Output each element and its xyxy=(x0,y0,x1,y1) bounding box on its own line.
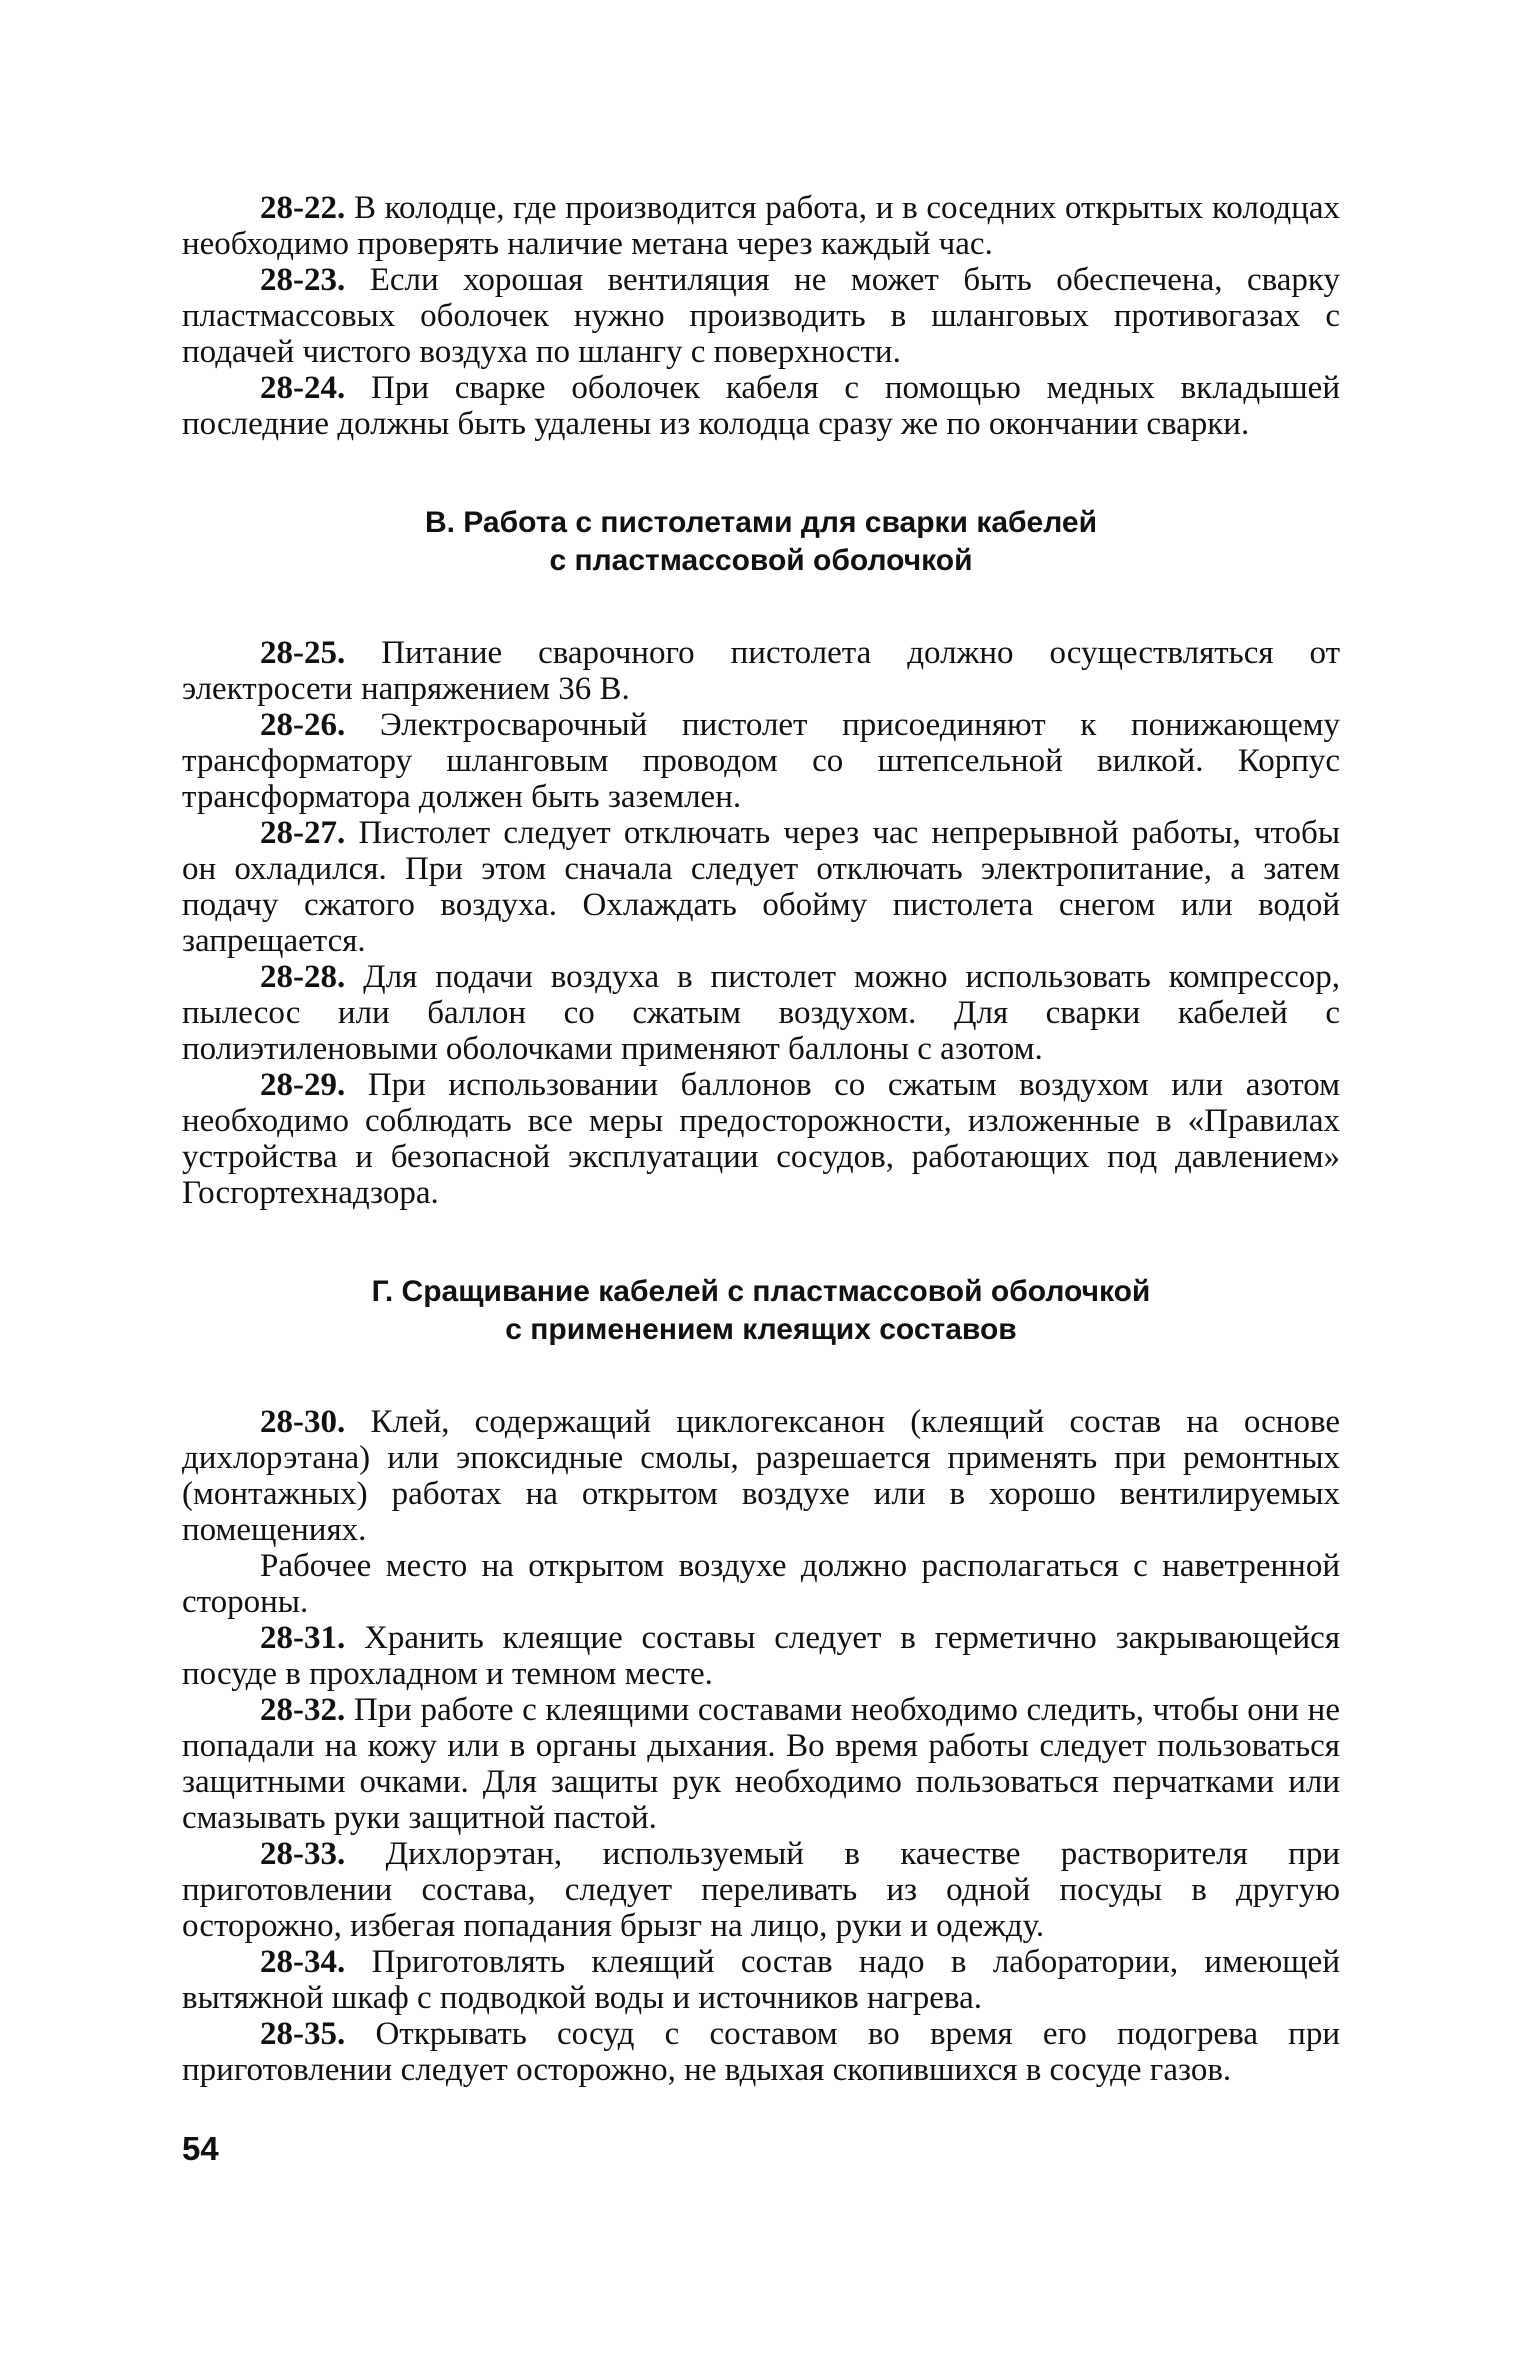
clause-text: Клей, содержащий циклогексанон (клеящий состав на основе дихлорэтана) или эпоксидные смолы, разрешается применять при ремонтных (монтажных) работах на открытом воздухе или в хорошо вентилируемых помещениях. xyxy=(182,1404,1340,1548)
section-g-heading-line1: Г. Сращивание кабелей с пластмассовой оболочкой xyxy=(371,1275,1151,1308)
clause-number: 28-32. xyxy=(260,1692,346,1728)
paragraph-28-35 xyxy=(182,2016,1340,2088)
clause-text: Приготовлять клеящий состав надо в лаборатории, имеющей вытяжной шкаф с подводкой воды и источников нагрева. xyxy=(182,1944,1340,2016)
paragraph-28-29 xyxy=(182,1067,1340,1211)
clause-number: 28-34. xyxy=(260,1944,346,1980)
clause-text: При сварке оболочек кабеля с помощью медных вкладышей последние должны быть удалены из колодца сразу же по окончании сварки. xyxy=(182,370,1340,442)
clause-number: 28-29. xyxy=(260,1067,346,1103)
paragraph-28-27 xyxy=(182,815,1340,959)
section-v-heading xyxy=(182,504,1340,580)
paragraph-28-22 xyxy=(182,190,1340,262)
clause-text: Электросварочный пистолет присоединяют к понижающему трансформатору шланговым проводом со штепсельной вилкой. Корпус трансформатора должен быть заземлен. xyxy=(182,707,1340,815)
clause-text: При работе с клеящими составами необходимо следить, чтобы они не попадали на кожу или в органы дыхания. Во время работы следует пользоваться защитными очками. Для защиты рук необходимо пользоваться перчатками или смазывать руки защитной пастой. xyxy=(182,1692,1340,1836)
clause-text: Питание сварочного пистолета должно осуществляться от электросети напряжением 36 В. xyxy=(182,635,1340,707)
clause-text: Хранить клеящие составы следует в герметично закрывающейся посуде в прохладном и темном месте. xyxy=(182,1620,1340,1692)
paragraph-28-28 xyxy=(182,959,1340,1067)
clause-number: 28-33. xyxy=(260,1836,346,1872)
clause-number: 28-26. xyxy=(260,707,346,743)
clause-text: Если хорошая вентиляция не может быть обеспечена, сварку пластмассовых оболочек нужно производить в шланговых противогазах с подачей чистого воздуха по шлангу с поверхности. xyxy=(182,262,1340,370)
paragraph-28-32 xyxy=(182,1692,1340,1836)
clause-text: Открывать сосуд с составом во время его подогрева при приготовлении следует осторожно, не вдыхая скопившихся в сосуде газов. xyxy=(182,2016,1340,2088)
clause-text: Дихлорэтан, используемый в качестве растворителя при приготовлении состава, следует переливать из одной посуды в другую осторожно, избегая попадания брызг на лицо, руки и одежду. xyxy=(182,1836,1340,1944)
section-g-heading-line2: с применением клеящих составов xyxy=(505,1313,1017,1346)
paragraph-28-23 xyxy=(182,262,1340,370)
clause-number: 28-35. xyxy=(260,2016,346,2052)
clause-text: В колодце, где производится работа, и в соседних открытых колодцах необходимо проверять наличие метана через каждый час. xyxy=(182,190,1340,262)
clause-number: 28-30. xyxy=(260,1404,346,1440)
clause-number: 28-31. xyxy=(260,1620,346,1656)
paragraph-28-25 xyxy=(182,635,1340,707)
paragraph-28-26 xyxy=(182,707,1340,815)
section-v-heading-line1: В. Работа с пистолетами для сварки кабелей xyxy=(424,506,1098,539)
clause-number: 28-24. xyxy=(260,370,346,406)
clause-text: Для подачи воздуха в пистолет можно использовать компрессор, пылесос или баллон со сжатым воздухом. Для сварки кабелей с полиэтиленовыми оболочками применяют баллоны с азотом. xyxy=(182,959,1340,1067)
paragraph-28-33 xyxy=(182,1836,1340,1944)
clause-number: 28-22. xyxy=(260,190,346,226)
section-v-heading-line2: с пластмассовой оболочкой xyxy=(549,544,973,577)
clause-number: 28-28. xyxy=(260,959,346,995)
clause-number: 28-25. xyxy=(260,635,346,671)
paragraph-workplace xyxy=(182,1548,1340,1620)
paragraph-28-31 xyxy=(182,1620,1340,1692)
clause-text: Пистолет следует отключать через час непрерывной работы, чтобы он охладился. При этом сначала следует отключать электропитание, а затем подачу сжатого воздуха. Охлаждать обойму пистолета снегом или водой запрещается. xyxy=(182,815,1340,959)
paragraph-28-30 xyxy=(182,1404,1340,1548)
clause-number: 28-27. xyxy=(260,815,346,851)
section-g-heading xyxy=(182,1273,1340,1349)
page-number: 54 xyxy=(182,2130,219,2167)
paragraph-28-24 xyxy=(182,370,1340,442)
clause-text: Рабочее место на открытом воздухе должно располагаться с наветренной стороны. xyxy=(182,1548,1340,1620)
clause-text: При использовании баллонов со сжатым воздухом или азотом необходимо соблюдать все меры предосторожности, изложенные в «Правилах устройства и безопасной эксплуатации сосудов, работающих под давлением» Госгортехнадзора. xyxy=(182,1067,1340,1211)
paragraph-28-34 xyxy=(182,1944,1340,2016)
clause-number: 28-23. xyxy=(260,262,346,298)
